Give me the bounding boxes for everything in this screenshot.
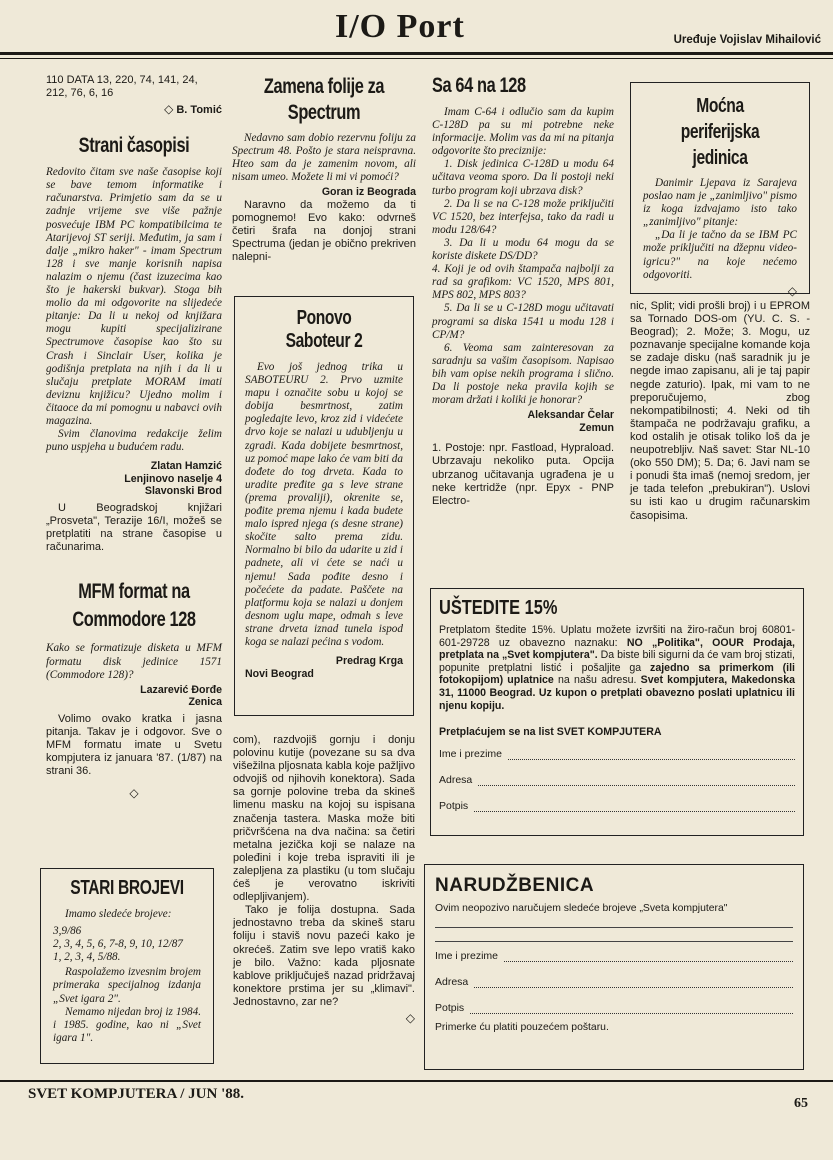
question-6: 6. Veoma sam zainteresovan za saradnju sa vašim časopisom. Napisao bih vam opise nekih programa i slično. Da li postoje neka pravila kojih se moram držati i koliki je honorar? (432, 341, 614, 407)
diamond-icon: ◇ (164, 102, 174, 117)
column-1 (46, 74, 222, 802)
order-address-line[interactable] (474, 978, 793, 988)
order-line-1[interactable] (435, 914, 793, 928)
answer-strani: U Beogradskoj knjižari „Prosveta", Terazije 16/I, možeš se pretplatiti na strane časopise u računarima. (46, 502, 222, 554)
heading-zamena-folije: Zamena folije za Spectrum (263, 75, 385, 124)
order-address-field[interactable]: Adresa (435, 976, 793, 988)
answer-c64-cont: nic, Split; vidi prošli broj) i u EPROM sa Tornado DOS-om (YU. C. S. - Beograd); 2. Može; 3. Mogu, uz poznavanje specijalne komande koja se zadaje disku (naš saradnik ju je negde imao zapisanu, ali je taj papir negde zaturio). Ipak, mi vam to ne preporučujemo, zbog nekompatibilnosti; 4. Neki od tih štampača ne podržavaju grafiku, a kod ostalih je otisak toliko loš da je neupotrebljiv. Naš savet: Star NL-10 (oko 550 DM); 5. Da; 6. Javi nam se i ponudi šta imaš (nemoj sredom, jer je tada telefon „prebukiran"). Uslovi su isti kao u drugim računarskim časopisima. (630, 300, 810, 522)
page-header (0, 0, 833, 60)
header-rule (0, 52, 833, 55)
stari-note-1: Raspolažemo izvesnim brojem primeraka specijalnog izdanja „Svet igara 2". (53, 966, 201, 1005)
sig-line: Lenjinovo naselje 4 (124, 472, 222, 485)
diamond-icon: ◇ (129, 786, 139, 801)
sig-line: Slavonski Brod (144, 485, 222, 498)
sig-line: Aleksandar Čelar (527, 409, 614, 422)
header-rule-thin (0, 58, 833, 59)
stari-list-3: 1, 2, 3, 4, 5/88. (53, 951, 121, 964)
heading-narudzbenica: NARUDŽBENICA (435, 875, 595, 896)
name-field[interactable]: Ime i prezime (439, 748, 795, 760)
letter-c64-body: Imam C-64 i odlučio sam da kupim C-128D pa su mi potrebne neke informacije. Molim vas da mi na pitanja odgovorite što preciznije: (432, 106, 614, 158)
signature-field[interactable]: Potpis (439, 800, 795, 812)
narudzbenica-box (424, 864, 804, 1070)
sig-line: Lazarević Đorđe (140, 683, 222, 696)
subscribe-line: Pretplaćujem se na list SVET KOMPJUTERA (439, 726, 662, 739)
diamond-icon: ◇ (787, 283, 797, 298)
address-field[interactable]: Adresa (439, 774, 795, 786)
heading-stari-brojevi: STARI BROJEVI (70, 877, 184, 899)
order-signature-line[interactable] (470, 1004, 793, 1014)
ustedite-box (430, 588, 804, 836)
stari-list-2: 2, 3, 4, 5, 6, 7-8, 9, 10, 12/87 (53, 938, 183, 951)
sig-line: Predrag Krga (335, 655, 403, 668)
question-1: 1. Disk jedinica C-128D u modu 64 učitava veoma sporo. Da li postoji neki turbo program koji ubrzava disk? (432, 158, 614, 197)
footer-left: SVET KOMPJUTERA / JUN '88. (28, 1086, 244, 1102)
order-name-line[interactable] (504, 952, 793, 962)
heading-mfm-format: MFM format na Commodore 128 (72, 580, 196, 632)
heading-strani-casopisi: Strani časopisi (78, 134, 190, 158)
order-name-field[interactable]: Ime i prezime (435, 950, 793, 962)
order-line-2[interactable] (435, 928, 793, 942)
basic-code: 110 DATA 13, 220, 74, 141, 24, 212, 76, 6, 16 (46, 74, 198, 100)
sig-line: Zenica (188, 696, 222, 709)
question-4: 4. Koji je od ovih štampača najbolji za rad sa grafikom: VC 1520, MPS 801, MPS 802, MPS 803? (432, 263, 614, 302)
page-number: 65 (794, 1096, 808, 1111)
mocna-box (630, 82, 810, 298)
stari-intro: Imamo sledeće brojeve: (65, 908, 172, 920)
answer-mfm: Volimo ovako kratka i jasna pitanja. Takav je i odgovor. Sve o MFM formatu imate u Svetu kompjutera iz januara '87. (1/87) na strani 36. (46, 712, 222, 778)
signature-field-line[interactable] (474, 802, 795, 812)
letter-strani-body: Redovito čitam sve naše časopise koji se bave temom informatike i računarstva. Primjetio sam da se u zadnje vrijeme sve više pažnje posvećuje IBM PC kompatibilcima te Atarijevoj ST seriji. Međutim, ja sam i dalje „mikro haker" - imam Spectrum 128 i sve manje korisnih napisa nalazim o njemu (čast izuzecima kao što je hakerski bukvar). Stoga bih molio da mi odgovorite na slijedeće pitanje: Da li u nekoj od knjižara mogu kupiti specijalizirane Spectrumove časopise kao što su Crash i Sinclair User, kolika je godišnja pretplata na njih i da li u slučaju pretplate MORAM imati deviznu knjižicu? Ujedno molim i čitaoce da mi pomognu u nabavci ovih magazina. (46, 166, 222, 427)
question-2: 2. Da li se na C-128 može priključiti VC 1520, bez interfejsa, tako da radi u modu 128/64? (432, 197, 614, 236)
sig-line: Novi Beograd (245, 667, 314, 680)
column-2-continued (233, 734, 415, 1027)
question-5: 5. Da li se u C-128D mogu učitavati programi sa diska 1541 u modu 128 i CP/M? (432, 302, 614, 341)
narudzbenica-footer: Primerke ću platiti pouzećem poštaru. (435, 1022, 609, 1033)
stari-brojevi-box (40, 868, 214, 1064)
heading-mocna-periferijska: Moćna periferijska jedinica (680, 95, 760, 169)
code-signature (46, 102, 222, 116)
page-title: I/O Port (335, 8, 465, 45)
editor-credit: Uređuje Vojislav Mihailović (673, 34, 821, 46)
folija-signature: Goran iz Beograda (321, 186, 416, 199)
address-field-line[interactable] (478, 776, 795, 786)
question-3: 3. Da li u modu 64 mogu da se koriste diskete DS/DD? (432, 236, 614, 263)
saboteur-body: Evo još jednog trika u SABOTEURU 2. Prvo uzmite mapu i označite sobu u kojoj se dobija besmrtnost, zatim pogledajte levo, kroz zid i videćete drvo koje se nalazi u udubljenju u zgradi. Kada dobijete besmrtnost, uz pomoć mape lako će vam biti da dođete do tog drveta. Kada to uradite pređite ga s leve strane (prema provaliji), okrenite se, pođite prema njemu i kada budete malo ispred njega (s desne strane) skočite salto prema zidu. Normalno bi bilo da udarite u zid i padnete, ali vi ćete se naći u njemu! Sada pođite desno i počećete da padate. Paščete na platformu koja se nalazi u donjem desnom uglu mape, odmah s leve strane drveta iznad tunela ispod koga se nalazi pećina s vodom. (245, 361, 403, 648)
ustedite-body: Pretplatom štedite 15%. Uplatu možete izvršiti na žiro-račun broj 60801-601-29728 uz obavezno naznaku: NO „Politika", OOUR Prodaja, pretplata na „Svet kompjutera". Da biste bili sigurni da će vam broj stizati, popunite pretplatni listić i pošaljite ga zajedno sa primerkom (ili fotokopijom) uplatnice na našu adresu. Svet kompjutera, Makedonska 31, 11000 Beograd. Uz kupon o pretplati obavezno poslati uplatnicu ili njenu kopiju. (439, 624, 795, 712)
answer-folija-cont2: Tako je folija dostupna. Sada jednostavno treba da skineš staru foliju i staviš novu pazeći kako je okrećeš. Zatim sve lepo vratiš kako je bilo. Važno: kada pljosnate kablove priključuješ nazad pridržavaj konektore prstima jer su „klimavi". Jednostavno, zar ne? (233, 904, 415, 1008)
order-signature-field[interactable]: Potpis (435, 1002, 793, 1014)
stari-list-1: 3,9/86 (53, 925, 82, 938)
narudzbenica-body: Ovim neopozivo naručujem sledeće brojeve „Sveta kompjutera" (435, 903, 728, 914)
footer-rule (0, 1080, 833, 1082)
letter-strani-body2: Svim članovima redakcije želim puno uspjeha u budućem radu. (46, 428, 222, 454)
diamond-icon: ◇ (405, 1010, 415, 1025)
column-2 (232, 74, 416, 264)
heading-sa-64-na-128: Sa 64 na 128 (432, 74, 526, 97)
answer-c64: 1. Postoje: npr. Fastload, Hypraload. Ubrzavaju nekoliko puta. Opcija ubrzanog učitavanja ugrađena je u neke kertridže (npr. Epyx - PNP Electro- (432, 442, 614, 507)
sig-line: Zemun (579, 421, 614, 434)
mocna-body: Danimir Ljepava iz Sarajeva poslao nam je „zanimljivo" pismo iz koga izdvajamo isto tako „zanimljivo" pitanje: (643, 177, 797, 229)
letter-folija-body: Nedavno sam dobio rezervnu foliju za Spectrum 48. Pošto je stara neispravna. Hteo sam da je zamenim novom, ali nisam umeo. Možete li mi vi pomoći? (232, 132, 416, 184)
saboteur-box (234, 296, 414, 716)
heading-ponovo-saboteur: Ponovo Saboteur 2 (285, 307, 363, 352)
answer-folija: Naravno da možemo da ti pomognemo! Evo kako: odvrneš četiri šrafa na donjoj strani Spectruma (jedan je obično prekriven nalepni- (232, 198, 416, 264)
heading-ustedite: UŠTEDITE 15% (439, 597, 558, 619)
column-4 (630, 300, 810, 523)
name-field-line[interactable] (508, 750, 795, 760)
letter-mfm-body: Kako se formatizuje disketa u MFM formatu disk jedinice 1571 (Commodore 128)? (46, 642, 222, 681)
answer-folija-cont: com), razdvojiš gornju i donju polovinu kutije (povezane su sa dva višežilna pljosnata kabla koje pažljivo odvojiš od njihovih konektora). Sada sa gornje polovine treba da skineš limenu masku na kojoj su ispisana značenja tastera. Maska može biti pričvršćena na dva načina: sa četiri metalna jezička koji se nalaze na poleđini i koje treba ispraviti ili je zalepljena za plastiku (u tom slučaju ćeš je verovatno iskriviti odlepljivanjem). (233, 734, 415, 904)
mocna-quote: „Da li je tačno da se IBM PC može priključiti na džepnu video-igricu?" na koje nećemo odgovoriti. (643, 229, 797, 281)
stari-note-2: Nemamo nijedan broj iz 1984. i 1985. godine, kao ni „Svet igara 1". (53, 1005, 201, 1044)
column-3 (432, 74, 614, 508)
sig-line: Zlatan Hamzić (150, 460, 222, 473)
signature-name: B. Tomić (176, 104, 222, 117)
